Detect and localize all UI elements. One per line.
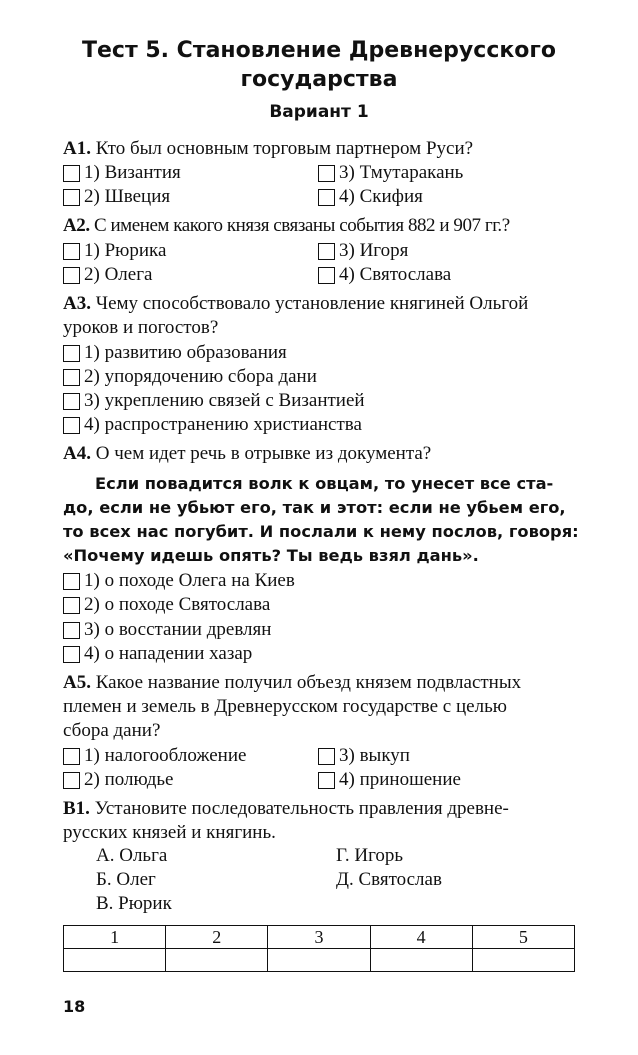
question-number: В1. [63, 798, 90, 819]
a3-option-2[interactable]: 2) упорядочению сбора дани [63, 366, 317, 388]
a5-option-3[interactable]: 3) выкуп [318, 745, 410, 767]
question-number: А5. [63, 672, 91, 693]
document-line: то всех нас погубит. И послали к нему послов, говоря: [63, 522, 579, 541]
checkbox[interactable] [318, 189, 335, 206]
answer-input-cell[interactable] [64, 949, 166, 972]
a5-option-4[interactable]: 4) приношение [318, 769, 461, 791]
page-number: 18 [63, 997, 86, 1016]
checkbox[interactable] [63, 165, 80, 182]
question-text: Чему способствовало установление княгиней Ольгой [95, 293, 529, 314]
question-text: О чем идет речь в отрывке из документа? [95, 443, 432, 464]
question-text: Какое название получил объезд князем подвластных [95, 672, 522, 693]
question-number: А1. [63, 138, 91, 159]
a4-option-2[interactable]: 2) о походе Святослава [63, 594, 270, 616]
question-a5-line3: сбора дани? [63, 720, 161, 741]
answer-header-cell: 2 [166, 926, 268, 949]
question-text: Кто был основным торговым партнером Руси? [95, 138, 474, 159]
a2-option-3[interactable]: 3) Игоря [318, 240, 408, 262]
question-b1-line2: русских князей и княгинь. [63, 822, 276, 843]
sequence-item: В. Рюрик [96, 893, 172, 914]
sequence-item: Б. Олег [96, 869, 156, 890]
sequence-item: Д. Святослав [336, 869, 442, 890]
question-a3-line2: уроков и погостов? [63, 317, 219, 338]
checkbox[interactable] [63, 345, 80, 362]
checkbox[interactable] [63, 748, 80, 765]
document-excerpt [63, 472, 579, 568]
page-title: Тест 5. Становление Древнерусского государства [81, 38, 557, 92]
checkbox[interactable] [63, 622, 80, 639]
variant-heading: Вариант 1 [269, 102, 369, 122]
checkbox[interactable] [63, 267, 80, 284]
question-text: С именем какого князя связаны события 882 и 907 гг.? [93, 215, 510, 236]
question-text: Установите последовательность правления древне- [94, 798, 509, 819]
a2-option-1[interactable]: 1) Рюрика [63, 240, 166, 262]
question-number: А3. [63, 293, 91, 314]
a2-option-4[interactable]: 4) Святослава [318, 264, 451, 286]
a1-option-2[interactable]: 2) Швеция [63, 186, 170, 208]
a2-option-2[interactable]: 2) Олега [63, 264, 152, 286]
checkbox[interactable] [63, 243, 80, 260]
document-line: Если повадится волк к овцам, то унесет все ста- [95, 474, 554, 493]
checkbox[interactable] [63, 189, 80, 206]
a4-option-3[interactable]: 3) о восстании древлян [63, 619, 271, 641]
a5-option-2[interactable]: 2) полюдье [63, 769, 173, 791]
question-a3 [63, 293, 528, 315]
checkbox[interactable] [318, 165, 335, 182]
question-a2 [63, 215, 510, 237]
answer-header-cell: 3 [268, 926, 370, 949]
a3-option-1[interactable]: 1) развитию образования [63, 342, 287, 364]
question-a1 [63, 138, 473, 160]
sequence-item: А. Ольга [96, 845, 168, 866]
a4-option-4[interactable]: 4) о нападении хазар [63, 643, 252, 665]
question-a4 [63, 443, 431, 465]
document-line: до, если не убьют его, так и этот: если не убьем его, [63, 498, 566, 517]
checkbox[interactable] [63, 369, 80, 386]
checkbox[interactable] [318, 748, 335, 765]
answer-header-cell: 5 [472, 926, 574, 949]
checkbox[interactable] [318, 772, 335, 789]
checkbox[interactable] [318, 243, 335, 260]
answer-table-row [64, 949, 575, 972]
checkbox[interactable] [318, 267, 335, 284]
question-number: А2. [63, 215, 90, 236]
a5-option-1[interactable]: 1) налогообложение [63, 745, 246, 767]
answer-table [63, 925, 575, 972]
answer-input-cell[interactable] [370, 949, 472, 972]
a1-option-3[interactable]: 3) Тмутаракань [318, 162, 463, 184]
a3-option-4[interactable]: 4) распространению христианства [63, 414, 362, 436]
checkbox[interactable] [63, 393, 80, 410]
checkbox[interactable] [63, 573, 80, 590]
answer-input-cell[interactable] [166, 949, 268, 972]
a3-option-3[interactable]: 3) укреплению связей с Византией [63, 390, 365, 412]
question-a5-line2: племен и земель в Древнерусском государстве с целью [63, 696, 507, 717]
answer-table-header [64, 926, 575, 949]
question-a5 [63, 672, 521, 694]
question-number: А4. [63, 443, 91, 464]
answer-header-cell: 1 [64, 926, 166, 949]
checkbox[interactable] [63, 646, 80, 663]
checkbox[interactable] [63, 597, 80, 614]
a1-option-4[interactable]: 4) Скифия [318, 186, 423, 208]
checkbox[interactable] [63, 772, 80, 789]
answer-input-cell[interactable] [472, 949, 574, 972]
question-b1 [63, 798, 509, 820]
document-line: «Почему идешь опять? Ты ведь взял дань». [63, 546, 479, 565]
a1-option-1[interactable]: 1) Византия [63, 162, 181, 184]
answer-input-cell[interactable] [268, 949, 370, 972]
checkbox[interactable] [63, 417, 80, 434]
answer-header-cell: 4 [370, 926, 472, 949]
a4-option-1[interactable]: 1) о походе Олега на Киев [63, 570, 295, 592]
sequence-item: Г. Игорь [336, 845, 404, 866]
